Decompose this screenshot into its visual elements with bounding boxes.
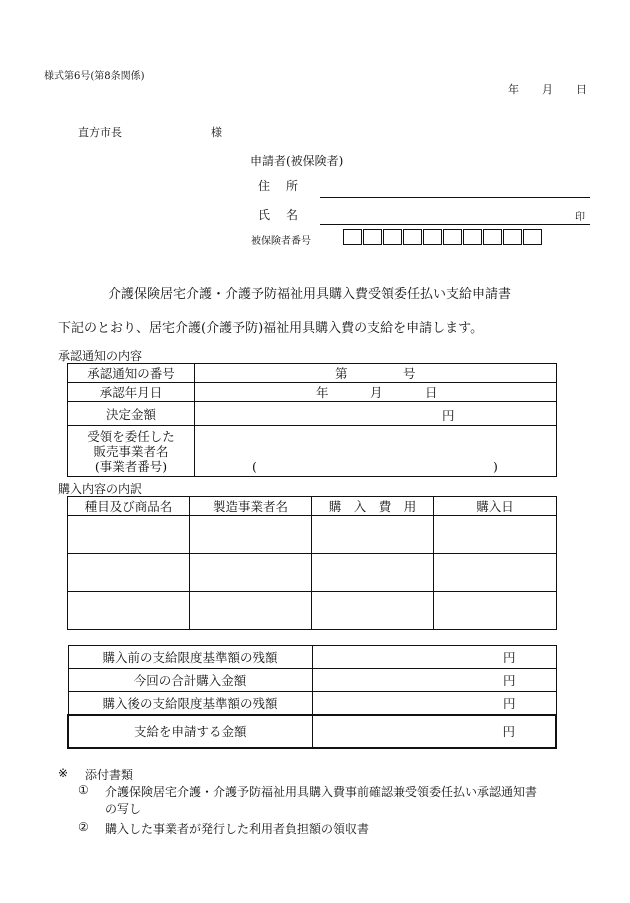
attachments-heading: 添付書類	[85, 768, 134, 782]
name-label: 氏 名	[258, 208, 301, 222]
insured-number-label: 被保険者番号	[251, 236, 311, 247]
insured-number-digit[interactable]	[403, 229, 422, 245]
table-row	[68, 516, 557, 554]
vendor-label-line3: (事業者番号)	[94, 458, 168, 474]
insured-number-digit[interactable]	[343, 229, 362, 245]
form-title: 介護保険居宅介護・介護予防福祉用具購入費受領委任払い支給申請書	[108, 287, 512, 302]
summary-table	[67, 645, 557, 749]
insured-number-digit[interactable]	[363, 229, 382, 245]
col-item-name: 種目及び商品名	[68, 497, 190, 516]
seal-mark: 印	[575, 212, 585, 223]
insured-number-digit[interactable]	[443, 229, 462, 245]
col-manufacturer: 製造事業者名	[190, 497, 312, 516]
purchase-heading: 購入内容の内訳	[58, 482, 143, 496]
address-line	[320, 197, 590, 198]
remaining-before-value[interactable]: 円	[312, 646, 556, 669]
vendor-label	[68, 426, 195, 477]
approval-date-value[interactable]	[195, 383, 557, 402]
purchase-date-cell[interactable]	[434, 516, 557, 554]
table-row	[68, 554, 557, 592]
insured-number-digit[interactable]	[463, 229, 482, 245]
remaining-after-value[interactable]: 円	[312, 692, 556, 715]
purchase-header-row	[68, 497, 557, 516]
approval-number-label: 承認通知の番号	[68, 364, 195, 383]
decided-amount-label: 決定金額	[68, 402, 195, 426]
decided-amount-value[interactable]	[195, 402, 557, 426]
date-month-label: 月	[542, 83, 553, 96]
approval-date-label: 承認年月日	[68, 383, 195, 402]
col-cost: 購 入 費 用	[312, 497, 434, 516]
insured-number-digit[interactable]	[423, 229, 442, 245]
summary-row	[68, 692, 556, 715]
approval-date-day: 日	[425, 385, 438, 400]
number-suffix: 号	[403, 366, 416, 381]
vendor-paren-close: )	[493, 459, 498, 474]
approval-number-value[interactable]	[195, 364, 557, 383]
item-name-cell[interactable]	[68, 554, 190, 592]
table-row	[68, 592, 557, 630]
vendor-paren-open: (	[252, 459, 257, 474]
item-name-cell[interactable]	[68, 516, 190, 554]
remaining-after-label: 購入後の支給限度基準額の残額	[68, 692, 312, 715]
approval-date-row	[68, 383, 557, 402]
address-label: 住 所	[258, 179, 301, 193]
cost-cell[interactable]	[312, 592, 434, 630]
purchase-date-cell[interactable]	[434, 592, 557, 630]
insured-number-digit[interactable]	[503, 229, 522, 245]
attachments-mark: ※	[58, 766, 69, 780]
intro-text: 下記のとおり、居宅介護(介護予防)福祉用具購入費の支給を申請します。	[58, 321, 484, 336]
vendor-label-line2: 販売事業者名	[93, 443, 169, 459]
attachment-number: ②	[78, 820, 89, 834]
name-line	[320, 224, 590, 225]
attachment-item-line2: の写し	[105, 802, 142, 816]
total-purchase-value[interactable]: 円	[312, 669, 556, 692]
number-prefix: 第	[335, 366, 348, 381]
approval-table	[67, 363, 557, 477]
decided-amount-row	[68, 402, 557, 426]
date-day-label: 日	[576, 83, 587, 96]
attachment-item-line1: 介護保険居宅介護・介護予防福祉用具購入費事前確認兼受領委任払い承認通知書	[105, 785, 538, 799]
request-amount-row	[68, 715, 556, 748]
decided-amount-unit: 円	[442, 408, 455, 423]
purchase-date-cell[interactable]	[434, 554, 557, 592]
honorific: 様	[211, 126, 222, 139]
applicant-heading: 申請者(被保険者)	[250, 154, 344, 168]
insured-number-digit[interactable]	[483, 229, 502, 245]
summary-row	[68, 646, 556, 669]
remaining-before-label: 購入前の支給限度基準額の残額	[68, 646, 312, 669]
col-purchase-date: 購入日	[434, 497, 557, 516]
purchase-table	[67, 496, 557, 630]
attachment-item-line1: 購入した事業者が発行した利用者負担額の領収書	[105, 822, 370, 836]
total-purchase-label: 今回の合計購入金額	[68, 669, 312, 692]
manufacturer-cell[interactable]	[190, 554, 312, 592]
date-year-label: 年	[508, 83, 519, 96]
vendor-label-line1: 受領を委任した	[87, 428, 175, 444]
approval-heading: 承認通知の内容	[58, 349, 143, 363]
approval-date-month: 月	[370, 385, 383, 400]
attachment-number: ①	[78, 783, 89, 797]
cost-cell[interactable]	[312, 516, 434, 554]
summary-row	[68, 669, 556, 692]
manufacturer-cell[interactable]	[190, 592, 312, 630]
insured-number-digit[interactable]	[523, 229, 542, 245]
approval-number-row	[68, 364, 557, 383]
approval-date-year: 年	[316, 385, 329, 400]
vendor-value[interactable]	[195, 426, 557, 477]
item-name-cell[interactable]	[68, 592, 190, 630]
vendor-row	[68, 426, 557, 477]
cost-cell[interactable]	[312, 554, 434, 592]
request-amount-value[interactable]: 円	[312, 715, 556, 748]
form-style-number: 様式第6号(第8条関係)	[44, 71, 145, 82]
insured-number-digit[interactable]	[383, 229, 402, 245]
request-amount-label: 支給を申請する金額	[68, 715, 312, 748]
manufacturer-cell[interactable]	[190, 516, 312, 554]
addressee: 直方市長	[78, 126, 122, 139]
